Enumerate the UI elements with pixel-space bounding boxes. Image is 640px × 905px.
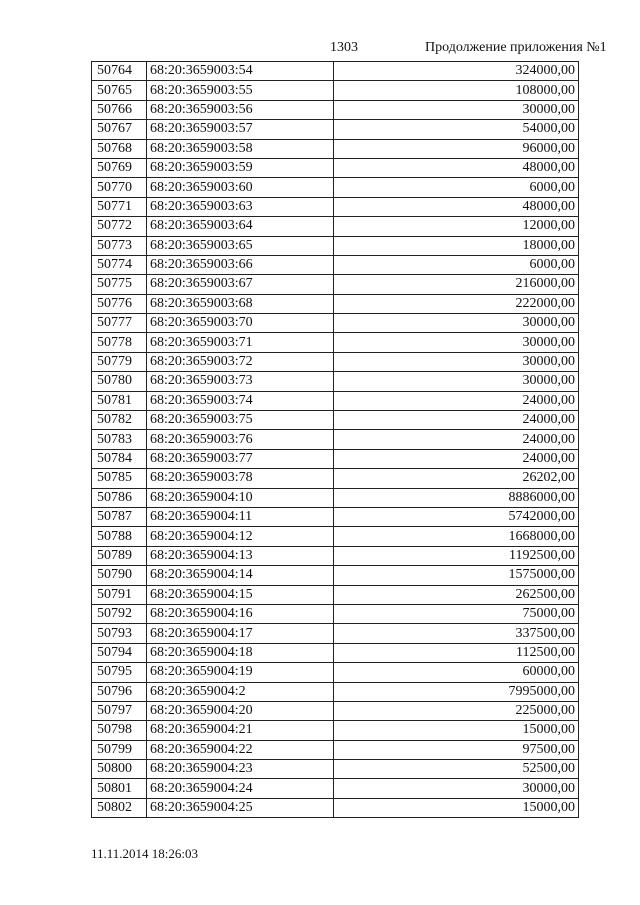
table-row xyxy=(92,721,579,740)
table-row xyxy=(92,430,579,449)
cadastral-number: 68:20:3659004:14 xyxy=(147,566,334,585)
table-row xyxy=(92,158,579,177)
row-number: 50774 xyxy=(92,255,147,274)
cadastral-number: 68:20:3659003:64 xyxy=(147,217,334,236)
cadastral-value: 108000,00 xyxy=(334,81,579,100)
table-row xyxy=(92,255,579,274)
cadastral-number: 68:20:3659003:72 xyxy=(147,352,334,371)
table-row xyxy=(92,585,579,604)
row-number: 50764 xyxy=(92,62,147,81)
row-number: 50802 xyxy=(92,798,147,817)
row-number: 50798 xyxy=(92,721,147,740)
table-row xyxy=(92,100,579,119)
cadastral-number: 68:20:3659003:66 xyxy=(147,255,334,274)
cadastral-value: 324000,00 xyxy=(334,62,579,81)
cadastral-number: 68:20:3659003:71 xyxy=(147,333,334,352)
row-number: 50784 xyxy=(92,449,147,468)
cadastral-value: 1668000,00 xyxy=(334,527,579,546)
cadastral-number: 68:20:3659003:58 xyxy=(147,139,334,158)
cadastral-value: 225000,00 xyxy=(334,701,579,720)
cadastral-value: 222000,00 xyxy=(334,294,579,313)
table-row xyxy=(92,760,579,779)
cadastral-number: 68:20:3659003:70 xyxy=(147,314,334,333)
table-row xyxy=(92,333,579,352)
cadastral-value: 24000,00 xyxy=(334,449,579,468)
row-number: 50776 xyxy=(92,294,147,313)
table-row xyxy=(92,624,579,643)
table-row xyxy=(92,663,579,682)
row-number: 50795 xyxy=(92,663,147,682)
row-number: 50801 xyxy=(92,779,147,798)
row-number: 50772 xyxy=(92,217,147,236)
cadastral-number: 68:20:3659004:13 xyxy=(147,546,334,565)
cadastral-value: 18000,00 xyxy=(334,236,579,255)
row-number: 50791 xyxy=(92,585,147,604)
cadastral-number: 68:20:3659003:55 xyxy=(147,81,334,100)
row-number: 50797 xyxy=(92,701,147,720)
cadastral-number: 68:20:3659004:2 xyxy=(147,682,334,701)
row-number: 50785 xyxy=(92,469,147,488)
row-number: 50790 xyxy=(92,566,147,585)
row-number: 50765 xyxy=(92,81,147,100)
row-number: 50780 xyxy=(92,372,147,391)
cadastral-value: 75000,00 xyxy=(334,604,579,623)
cadastral-number: 68:20:3659003:56 xyxy=(147,100,334,119)
cadastral-number: 68:20:3659003:67 xyxy=(147,275,334,294)
row-number: 50777 xyxy=(92,314,147,333)
row-number: 50792 xyxy=(92,604,147,623)
row-number: 50781 xyxy=(92,391,147,410)
cadastral-number: 68:20:3659004:11 xyxy=(147,507,334,526)
row-number: 50769 xyxy=(92,158,147,177)
cadastral-number: 68:20:3659003:65 xyxy=(147,236,334,255)
table-row xyxy=(92,139,579,158)
table-row xyxy=(92,682,579,701)
cadastral-value: 60000,00 xyxy=(334,663,579,682)
table-row xyxy=(92,314,579,333)
cadastral-number: 68:20:3659004:24 xyxy=(147,779,334,798)
cadastral-number: 68:20:3659004:25 xyxy=(147,798,334,817)
cadastral-number: 68:20:3659003:78 xyxy=(147,469,334,488)
cadastral-value: 15000,00 xyxy=(334,798,579,817)
cadastral-number: 68:20:3659003:57 xyxy=(147,120,334,139)
table-row xyxy=(92,197,579,216)
cadastral-number: 68:20:3659003:77 xyxy=(147,449,334,468)
table-body xyxy=(92,62,579,818)
row-number: 50788 xyxy=(92,527,147,546)
table-row xyxy=(92,62,579,81)
cadastral-value: 30000,00 xyxy=(334,372,579,391)
page-header-title: Продолжение приложения №1 xyxy=(425,40,607,55)
row-number: 50799 xyxy=(92,740,147,759)
table-row xyxy=(92,391,579,410)
cadastral-value: 5742000,00 xyxy=(334,507,579,526)
row-number: 50789 xyxy=(92,546,147,565)
cadastral-value: 112500,00 xyxy=(334,643,579,662)
cadastral-value: 262500,00 xyxy=(334,585,579,604)
table-row xyxy=(92,352,579,371)
cadastral-value: 1192500,00 xyxy=(334,546,579,565)
cadastral-number: 68:20:3659004:10 xyxy=(147,488,334,507)
cadastral-value: 8886000,00 xyxy=(334,488,579,507)
row-number: 50783 xyxy=(92,430,147,449)
cadastral-number: 68:20:3659003:63 xyxy=(147,197,334,216)
row-number: 50793 xyxy=(92,624,147,643)
cadastral-number: 68:20:3659003:59 xyxy=(147,158,334,177)
cadastral-value: 7995000,00 xyxy=(334,682,579,701)
cadastral-number: 68:20:3659004:23 xyxy=(147,760,334,779)
table-row xyxy=(92,488,579,507)
table-row xyxy=(92,798,579,817)
cadastral-value: 52500,00 xyxy=(334,760,579,779)
page-number: 1303 xyxy=(330,40,358,55)
row-number: 50775 xyxy=(92,275,147,294)
table-row xyxy=(92,275,579,294)
cadastral-value: 216000,00 xyxy=(334,275,579,294)
row-number: 50770 xyxy=(92,178,147,197)
row-number: 50766 xyxy=(92,100,147,119)
cadastral-value: 15000,00 xyxy=(334,721,579,740)
table-row xyxy=(92,411,579,430)
table-row xyxy=(92,178,579,197)
cadastral-number: 68:20:3659004:21 xyxy=(147,721,334,740)
table-row xyxy=(92,294,579,313)
cadastral-value: 48000,00 xyxy=(334,197,579,216)
cadastral-number: 68:20:3659004:19 xyxy=(147,663,334,682)
cadastral-number: 68:20:3659004:12 xyxy=(147,527,334,546)
row-number: 50771 xyxy=(92,197,147,216)
cadastral-value: 30000,00 xyxy=(334,779,579,798)
cadastral-value: 30000,00 xyxy=(334,100,579,119)
cadastral-value: 24000,00 xyxy=(334,391,579,410)
cadastral-number: 68:20:3659004:16 xyxy=(147,604,334,623)
row-number: 50773 xyxy=(92,236,147,255)
cadastral-value: 30000,00 xyxy=(334,352,579,371)
cadastral-value: 48000,00 xyxy=(334,158,579,177)
cadastral-value: 30000,00 xyxy=(334,333,579,352)
table-row xyxy=(92,120,579,139)
cadastral-value: 24000,00 xyxy=(334,430,579,449)
table-row xyxy=(92,740,579,759)
cadastral-number: 68:20:3659003:68 xyxy=(147,294,334,313)
table-row xyxy=(92,604,579,623)
cadastral-number: 68:20:3659004:15 xyxy=(147,585,334,604)
cadastral-number: 68:20:3659004:18 xyxy=(147,643,334,662)
cadastral-value: 54000,00 xyxy=(334,120,579,139)
table-row xyxy=(92,779,579,798)
cadastral-number: 68:20:3659004:22 xyxy=(147,740,334,759)
cadastral-number: 68:20:3659004:17 xyxy=(147,624,334,643)
print-timestamp: 11.11.2014 18:26:03 xyxy=(91,846,199,861)
cadastral-value: 30000,00 xyxy=(334,314,579,333)
row-number: 50794 xyxy=(92,643,147,662)
table-row xyxy=(92,566,579,585)
cadastral-value: 6000,00 xyxy=(334,255,579,274)
cadastral-value: 97500,00 xyxy=(334,740,579,759)
table-row xyxy=(92,236,579,255)
cadastral-number: 68:20:3659003:54 xyxy=(147,62,334,81)
cadastral-number: 68:20:3659003:73 xyxy=(147,372,334,391)
table-row xyxy=(92,546,579,565)
cadastral-value: 96000,00 xyxy=(334,139,579,158)
row-number: 50787 xyxy=(92,507,147,526)
table-row xyxy=(92,449,579,468)
table-row xyxy=(92,469,579,488)
row-number: 50782 xyxy=(92,411,147,430)
table-row xyxy=(92,372,579,391)
table-row xyxy=(92,701,579,720)
row-number: 50768 xyxy=(92,139,147,158)
row-number: 50786 xyxy=(92,488,147,507)
row-number: 50800 xyxy=(92,760,147,779)
table-row xyxy=(92,507,579,526)
table-row xyxy=(92,643,579,662)
cadastral-number: 68:20:3659004:20 xyxy=(147,701,334,720)
cadastral-number: 68:20:3659003:76 xyxy=(147,430,334,449)
cadastral-value: 6000,00 xyxy=(334,178,579,197)
cadastral-value-table xyxy=(91,61,579,818)
table-row xyxy=(92,81,579,100)
cadastral-number: 68:20:3659003:74 xyxy=(147,391,334,410)
row-number: 50778 xyxy=(92,333,147,352)
cadastral-number: 68:20:3659003:75 xyxy=(147,411,334,430)
cadastral-value: 1575000,00 xyxy=(334,566,579,585)
table-row xyxy=(92,217,579,236)
cadastral-number: 68:20:3659003:60 xyxy=(147,178,334,197)
cadastral-value: 12000,00 xyxy=(334,217,579,236)
cadastral-value: 337500,00 xyxy=(334,624,579,643)
row-number: 50767 xyxy=(92,120,147,139)
row-number: 50779 xyxy=(92,352,147,371)
cadastral-value: 26202,00 xyxy=(334,469,579,488)
table-row xyxy=(92,527,579,546)
row-number: 50796 xyxy=(92,682,147,701)
cadastral-value: 24000,00 xyxy=(334,411,579,430)
